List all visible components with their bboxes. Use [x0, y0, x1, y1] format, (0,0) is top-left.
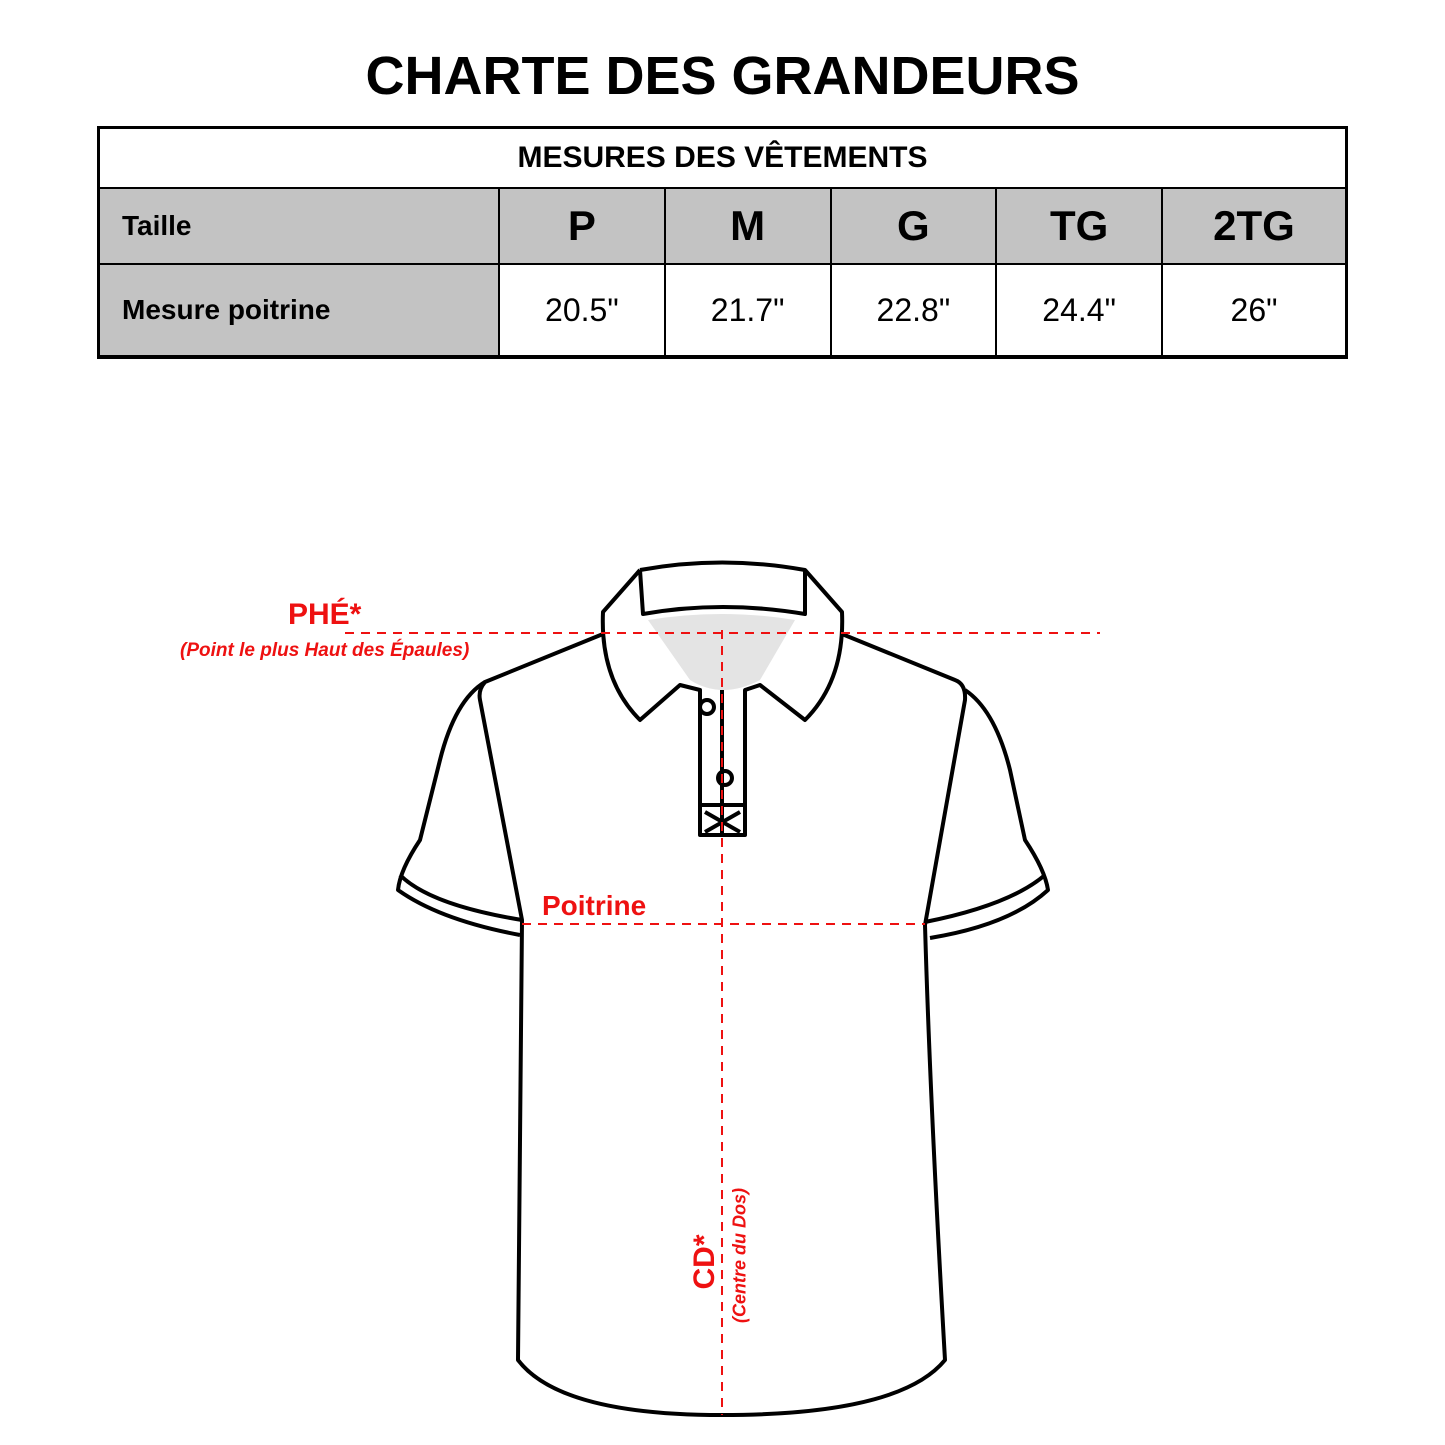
chest-value-tg: 24.4"	[996, 264, 1162, 357]
chest-row-label: Mesure poitrine	[99, 264, 500, 357]
size-header-label: Taille	[99, 188, 500, 264]
measure-lines	[345, 630, 1100, 1415]
chest-label: Poitrine	[542, 890, 647, 921]
chest-value-2tg: 26"	[1162, 264, 1347, 357]
chest-value-p: 20.5"	[499, 264, 665, 357]
size-m: M	[665, 188, 831, 264]
cd-label: CD*	[688, 1234, 721, 1290]
phe-description: (Point le plus Haut des Épaules)	[180, 640, 470, 661]
size-g: G	[831, 188, 997, 264]
size-2tg: 2TG	[1162, 188, 1347, 264]
size-tg: TG	[996, 188, 1162, 264]
size-p: P	[499, 188, 665, 264]
chest-value-m: 21.7"	[665, 264, 831, 357]
chest-value-g: 22.8"	[831, 264, 997, 357]
cd-description: (Centre du Dos)	[729, 1188, 750, 1323]
phe-label: PHÉ*	[288, 598, 362, 631]
table-caption: MESURES DES VÊTEMENTS	[99, 128, 1347, 189]
page-title: CHARTE DES GRANDEURS	[365, 46, 1080, 106]
